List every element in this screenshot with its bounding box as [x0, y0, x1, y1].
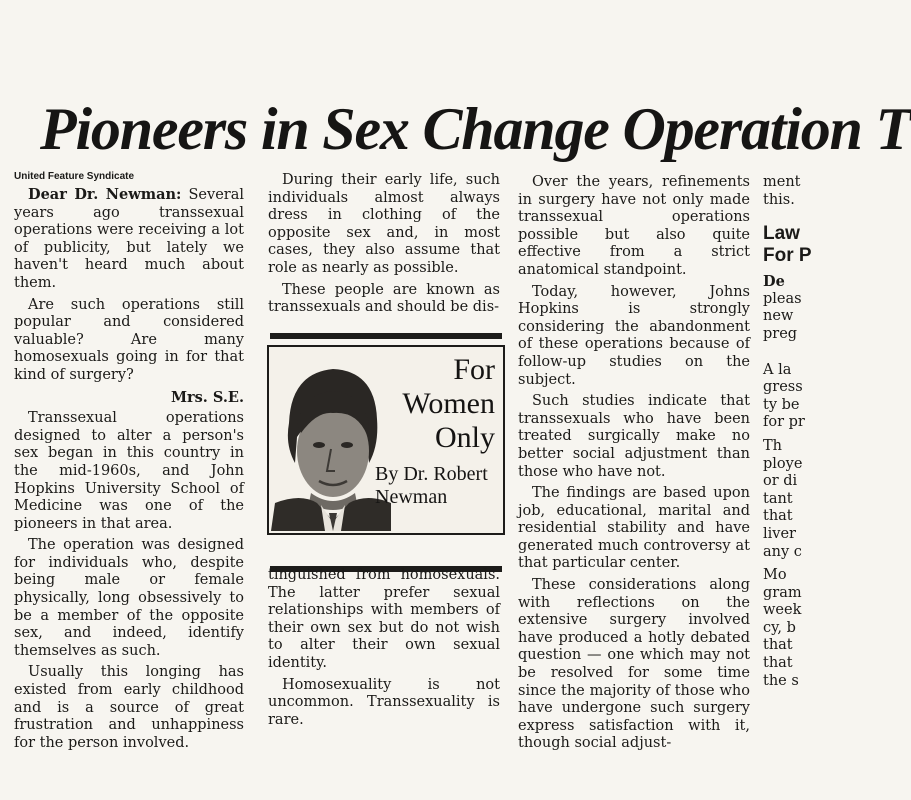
column-2-paragraph-1: During their early life, such individuals almost always dress in clothing of the opposite sex and, in most cases, they also assume that role as nearly as possible.: [268, 172, 500, 276]
column-2-paragraph-4: Homosexuality is not uncommon. Transsexuality is rare.: [268, 676, 500, 728]
answer-paragraph-1: Transsexual operations designed to alter a person's sex began in this country in the mid-1960s, and John Hopkins University School of Medicine was one of the pioneers in that area.: [14, 410, 244, 532]
column-2-bottom: [268, 567, 500, 728]
column-4-line: A la: [763, 361, 792, 378]
column-4-subhead-2: For P: [763, 245, 812, 267]
column-4-line: week: [763, 602, 802, 619]
column-4-cut: [763, 174, 812, 714]
column-4-line: liver: [763, 525, 796, 542]
column-4-line: any c: [763, 543, 802, 560]
column-2-paragraph-2: These people are known as transsexuals and should be dis-: [268, 281, 500, 316]
column-header-box: [267, 345, 505, 535]
letter-salutation: Dear Dr. Newman:: [28, 186, 182, 203]
column-4-line: new: [763, 308, 794, 325]
column-title: For Women Only: [402, 353, 495, 454]
column-4-line: or di: [763, 473, 798, 490]
column-4-line: De: [763, 273, 785, 291]
column-4-line: tant: [763, 490, 793, 507]
letter-paragraph-1: [14, 186, 244, 293]
column-4-subhead-1: Law: [763, 223, 800, 245]
column-2-top: [268, 172, 500, 332]
answer-paragraph-2: The operation was designed for individuals who, despite being male or female physically, long obsessively to be a member of the opposite sex, and indeed, identify themselves as such.: [14, 537, 244, 659]
column-4-line: gress: [763, 379, 803, 396]
column-4-line: ment: [763, 174, 801, 190]
column-4-line: gram: [763, 584, 802, 601]
letter-text-1: Several years ago transsexual operations were receiving a lot of publicity, but lately we haven't heard much about them.: [14, 187, 244, 291]
column-4-line: ty be: [763, 396, 800, 413]
column-1: [14, 186, 244, 751]
syndicate-credit: United Feature Syndicate: [14, 171, 135, 182]
column-4-line: pleas: [763, 290, 802, 307]
column-4-line: this.: [763, 191, 795, 208]
column-4-line: preg: [763, 325, 798, 342]
column-3-paragraph-5: These considerations along with reflections on the extensive surgery involved have produced a hotly debated question — one which may not be resolved for some time since the majority of those who have undergone such surgery express satisfaction with it, though social adjust-: [518, 577, 750, 752]
box-top-rule: [270, 333, 502, 339]
column-3-paragraph-3: Such studies indicate that transsexuals who have been treated surgically make no better social adjustment than those who have not.: [518, 393, 750, 480]
column-4-line: Mo: [763, 567, 787, 584]
answer-paragraph-3: Usually this longing has existed from early childhood and is a source of great frustration and unhappiness for the person involved.: [14, 664, 244, 751]
column-4-line: for pr: [763, 414, 805, 431]
column-byline: By Dr. Robert Newman: [375, 463, 488, 508]
column-3: [518, 174, 750, 752]
column-4-line: that: [763, 508, 793, 525]
column-4-line: the s: [763, 672, 799, 689]
column-3-paragraph-2: Today, however, Johns Hopkins is strongly considering the abandonment of these operations because of follow-up studies on the subject.: [518, 283, 750, 388]
column-4-line: ploye: [763, 455, 803, 472]
column-4-line: cy, b: [763, 619, 796, 636]
letter-signature: Mrs. S.E.: [170, 388, 244, 406]
column-4-line: that: [763, 655, 793, 672]
column-4-line: that: [763, 637, 793, 654]
column-3-paragraph-4: The findings are based upon job, educational, marital and residential stability and have generated much controversy at that particular center.: [518, 485, 750, 572]
column-2-paragraph-3: tinguished from homosexuals. The latter prefer sexual relationships with members of their own sex but do not wish to alter their own sexual identity.: [268, 567, 500, 671]
column-4-line: Th: [763, 437, 783, 454]
headline: Pioneers in Sex Change Operation T: [40, 96, 911, 162]
letter-paragraph-2: Are such operations still popular and considered valuable? Are many homosexuals going in for that kind of surgery?: [14, 296, 244, 383]
column-3-paragraph-1: Over the years, refinements in surgery have not only made transsexual operations possible but also quite effective from a strict anatomical standpoint.: [518, 174, 750, 278]
